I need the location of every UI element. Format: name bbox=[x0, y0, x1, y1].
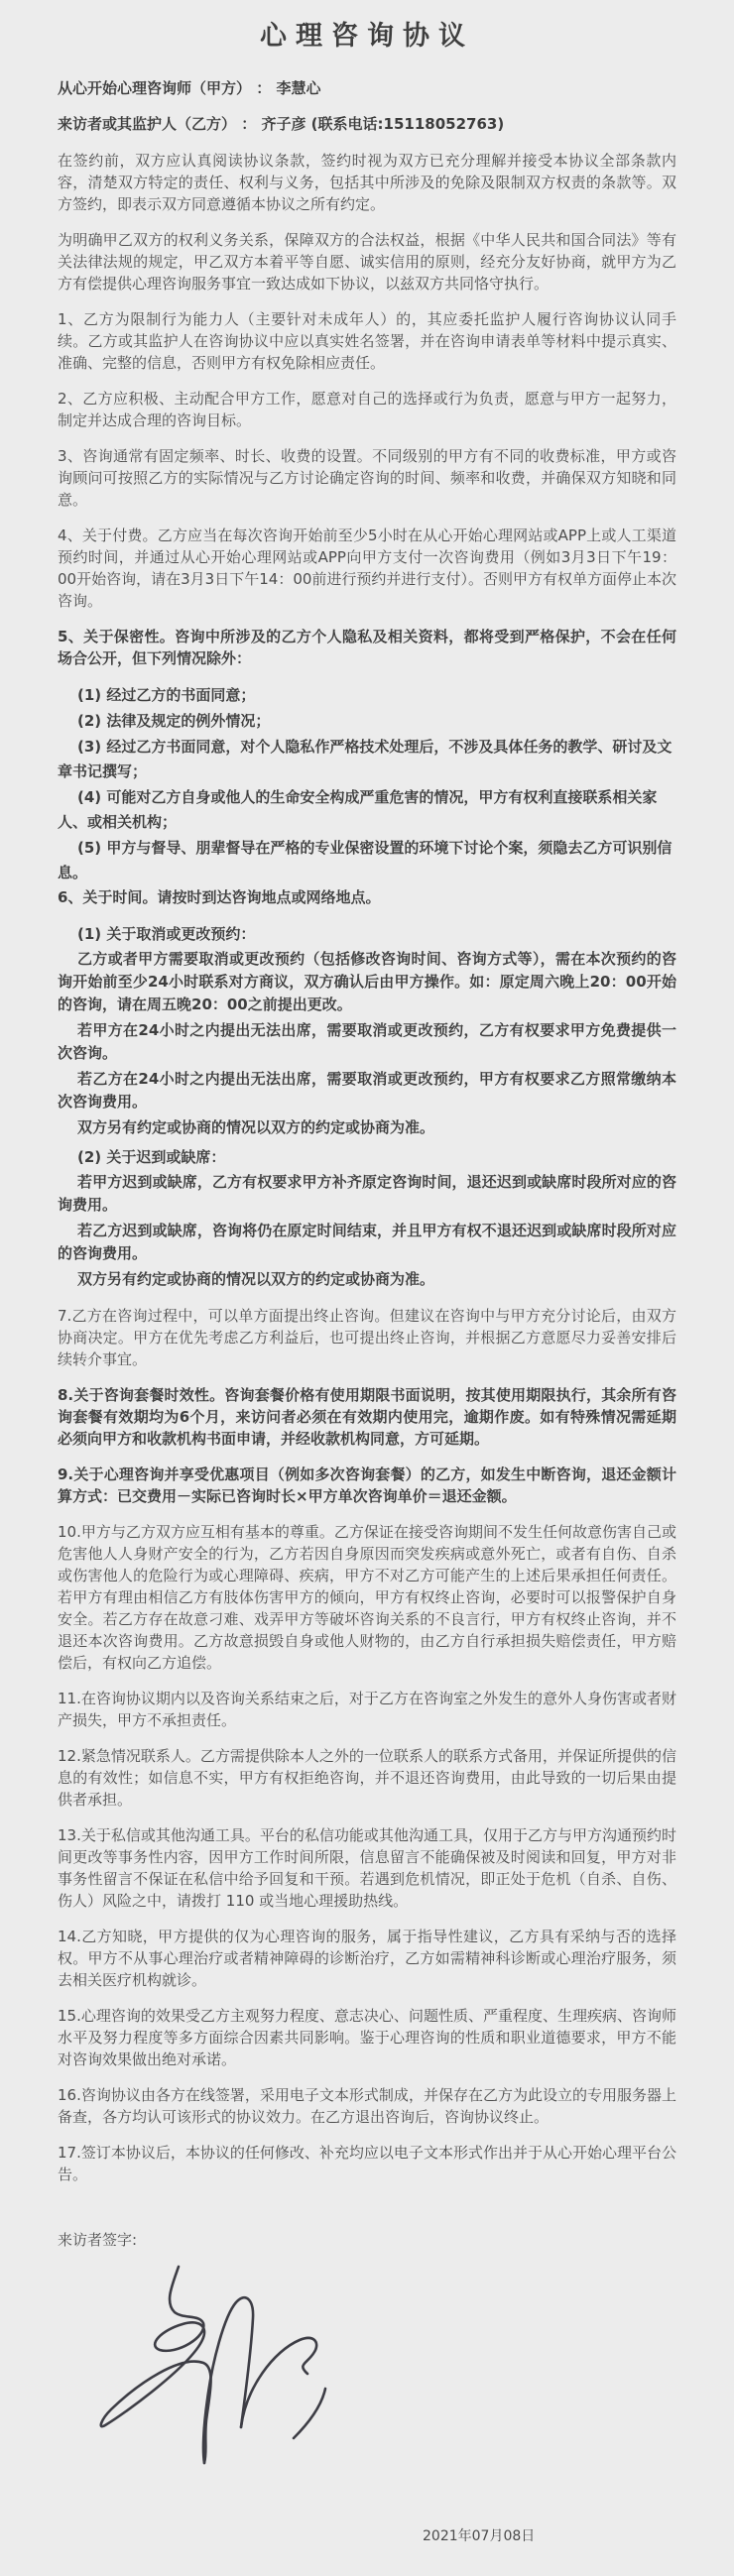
paragraph: (1) 经过乙方的书面同意； bbox=[77, 686, 256, 704]
paragraph: 若甲方在24小时之内提出无法出席，需要取消或更改预约，乙方有权要求甲方免费提供一次咨询。 bbox=[58, 1021, 676, 1062]
paragraph: 若甲方迟到或缺席，乙方有权要求甲方补齐原定咨询时间，退还迟到或缺席时段所对应的咨询费用。 bbox=[58, 1173, 676, 1214]
paragraph: 13.关于私信或其他沟通工具。平台的私信功能或其他沟通工具，仅用于乙方与甲方沟通预约时间更改等事务性内容，因甲方工作时间所限，信息留言不能确保被及时阅读和回复，甲方对非事务性留言不保证在私信中给予回复和干预。若遇到危机情况，即正处于危机（自杀、自伤、伤人）风险之中，请拨打 110 或当地心理援助热线。 bbox=[58, 1826, 676, 1910]
paragraph: 双方另有约定或协商的情况以双方的约定或协商为准。 bbox=[77, 1270, 435, 1288]
paragraph: 16.咨询协议由各方在线签署，采用电子文本形式制成，并保存在乙方为此设立的专用服务器上备查，各方均认可该形式的协议效力。在乙方退出咨询后，咨询协议终止。 bbox=[58, 2086, 676, 2126]
paragraph: (3) 经过乙方书面同意，对个人隐私作严格技术处理后，不涉及具体任务的教学、研讨及文章书记撰写； bbox=[58, 738, 673, 780]
paragraph: 14.乙方知晓，甲方提供的仅为心理咨询的服务，属于指导性建议，乙方具有采纳与否的选择权。甲方不从事心理治疗或者精神障碍的诊断治疗，乙方如需精神科诊断或心理治疗服务，须去相关医疗机构就诊。 bbox=[58, 1928, 676, 1989]
signature-label: 来访者签字: bbox=[58, 2231, 138, 2249]
paragraph: 若乙方迟到或缺席，咨询将仍在原定时间结束，并且甲方有权不退还迟到或缺席时段所对应的咨询费用。 bbox=[58, 1222, 676, 1262]
paragraph: 12.紧急情况联系人。乙方需提供除本人之外的一位联系人的联系方式备用，并保证所提供的信息的有效性；如信息不实，甲方有权拒绝咨询，并不退还咨询费用，由此导致的一切后果由提供者承担。 bbox=[58, 1747, 676, 1809]
paragraph: 6、关于时间。请按时到达咨询地点或网络地点。 bbox=[58, 888, 381, 906]
party-a-line: 从心开始心理咨询师（甲方） ： 李慧心 bbox=[58, 79, 321, 97]
paragraph: 8.关于咨询套餐时效性。咨询套餐价格有使用期限书面说明，按其使用期限执行，其余所有咨询套餐有效期均为6个月，来访问者必须在有效期内使用完，逾期作废。如有特殊情况需延期必须向甲方和收款机构书面申请，并经收款机构同意，方可延期。 bbox=[58, 1386, 676, 1448]
paragraph: 3、咨询通常有固定频率、时长、收费的设置。不同级别的甲方有不同的收费标准，甲方或咨询顾问可按照乙方的实际情况与乙方讨论确定咨询的时间、频率和收费，并确保双方知晓和同意。 bbox=[58, 447, 676, 509]
paragraph: 在签约前，双方应认真阅读协议条款，签约时视为双方已充分理解并接受本协议全部条款内容，清楚双方特定的责任、权利与义务，包括其中所涉及的免除及限制双方权责的条款等。双方签约，即表示双方同意遵循本协议之所有约定。 bbox=[58, 152, 676, 213]
paragraph: 15.心理咨询的效果受乙方主观努力程度、意志决心、问题性质、严重程度、生理疾病、咨询师水平及努力程度等多方面综合因素共同影响。鉴于心理咨询的性质和职业道德要求，甲方不能对咨询效果做出绝对承诺。 bbox=[58, 2007, 676, 2068]
paragraph: 5、关于保密性。咨询中所涉及的乙方个人隐私及相关资料，都将受到严格保护，不会在任何场合公开，但下列情况除外： bbox=[58, 628, 676, 667]
visitor-signature bbox=[67, 2257, 365, 2485]
paragraph: 9.关于心理咨询并享受优惠项目（例如多次咨询套餐）的乙方，如发生中断咨询，退还金额计算方式：已交费用－实际已咨询时长×甲方单次咨询单价＝退还金额。 bbox=[58, 1465, 676, 1505]
paragraph: 1、乙方为限制行为能力人（主要针对未成年人）的，其应委托监护人履行咨询协议认同手续。乙方或其监护人在咨询协议中应以真实姓名签署，并在咨询申请表单等材料中提示真实、准确、完整的信息，否则甲方有权免除相应责任。 bbox=[58, 310, 676, 372]
paragraph: (2) 法律及规定的例外情况； bbox=[77, 712, 271, 730]
signature-area bbox=[67, 2257, 676, 2487]
paragraph: 4、关于付费。乙方应当在每次咨询开始前至少5小时在从心开始心理网站或APP上或人工渠道预约时间，并通过从心开始心理网站或APP向甲方支付一次咨询费用（例如3月3日下午19：00开始咨询，请在3月3日下午14：00前进行预约并进行支付）。否则甲方有权单方面停止本次咨询。 bbox=[58, 527, 676, 610]
signature-date: 2021年07月08日 bbox=[423, 2528, 536, 2544]
paragraph: (2) 关于迟到或缺席： bbox=[77, 1148, 226, 1166]
agreement-body bbox=[58, 150, 676, 2185]
paragraph: 若乙方在24小时之内提出无法出席，需要取消或更改预约，甲方有权要求乙方照常缴纳本次咨询费用。 bbox=[58, 1070, 676, 1111]
paragraph: 为明确甲乙双方的权利义务关系，保障双方的合法权益，根据《中华人民共和国合同法》等有关法律法规的规定，甲乙双方本着平等自愿、诚实信用的原则，经充分友好协商，就甲方为乙方有偿提供心理咨询服务事宜一致达成如下协议，以兹双方共同恪守执行。 bbox=[58, 231, 676, 293]
paragraph: (4) 可能对乙方自身或他人的生命安全构成严重危害的情况，甲方有权利直接联系相关家人、或相关机构； bbox=[58, 788, 658, 831]
paragraph: (1) 关于取消或更改预约： bbox=[77, 925, 256, 943]
paragraph: 11.在咨询协议期内以及咨询关系结束之后，对于乙方在咨询室之外发生的意外人身伤害或者财产损失，甲方不承担责任。 bbox=[58, 1690, 676, 1729]
paragraph: 双方另有约定或协商的情况以双方的约定或协商为准。 bbox=[77, 1118, 435, 1136]
paragraph: 10.甲方与乙方双方应互相有基本的尊重。乙方保证在接受咨询期间不发生任何故意伤害自己或危害他人人身财产安全的行为，乙方若因自身原因而突发疾病或意外死亡，或者有自伤、自杀或伤害他人的危险行为或心理障碍、疾病，甲方不对乙方可能产生的上述后果承担任何责任。若甲方有理由相信乙方有肢体伤害甲方的倾向，甲方有权终止咨询，必要时可以报警保护自身安全。若乙方存在故意刁难、戏弄甲方等破坏咨询关系的不良言行，甲方有权终止咨询，并不退还本次咨询费用。乙方故意损毁自身或他人财物的，由乙方自行承担损失赔偿责任，甲方赔偿后，有权向乙方追偿。 bbox=[58, 1523, 676, 1672]
party-b-line: 来访者或其监护人（乙方） ： 齐子彦 (联系电话:15118052763) bbox=[58, 115, 505, 133]
paragraph: (5) 甲方与督导、朋辈督导在严格的专业保密设置的环境下讨论个案，须隐去乙方可识别信息。 bbox=[58, 839, 673, 881]
page-title: 心理咨询协议 bbox=[260, 21, 474, 52]
paragraph: 乙方或者甲方需要取消或更改预约（包括修改咨询时间、咨询方式等），需在本次预约的咨询开始前至少24小时联系对方商议，双方确认后由甲方操作。如：原定周六晚上20：00开始的咨询，请在周五晚20：00之前提出更改。 bbox=[58, 950, 676, 1013]
paragraph: 2、乙方应积极、主动配合甲方工作，愿意对自己的选择或行为负责，愿意与甲方一起努力，制定并达成合理的咨询目标。 bbox=[58, 390, 676, 429]
paragraph: 7.乙方在咨询过程中，可以单方面提出终止咨询。但建议在咨询中与甲方充分讨论后，由双方协商决定。甲方在优先考虑乙方利益后，也可提出终止咨询，并根据乙方意愿尽力妥善安排后续转介事宜。 bbox=[58, 1307, 676, 1368]
paragraph: 17.签订本协议后，本协议的任何修改、补充均应以电子文本形式作出并于从心开始心理平台公告。 bbox=[58, 2144, 676, 2183]
